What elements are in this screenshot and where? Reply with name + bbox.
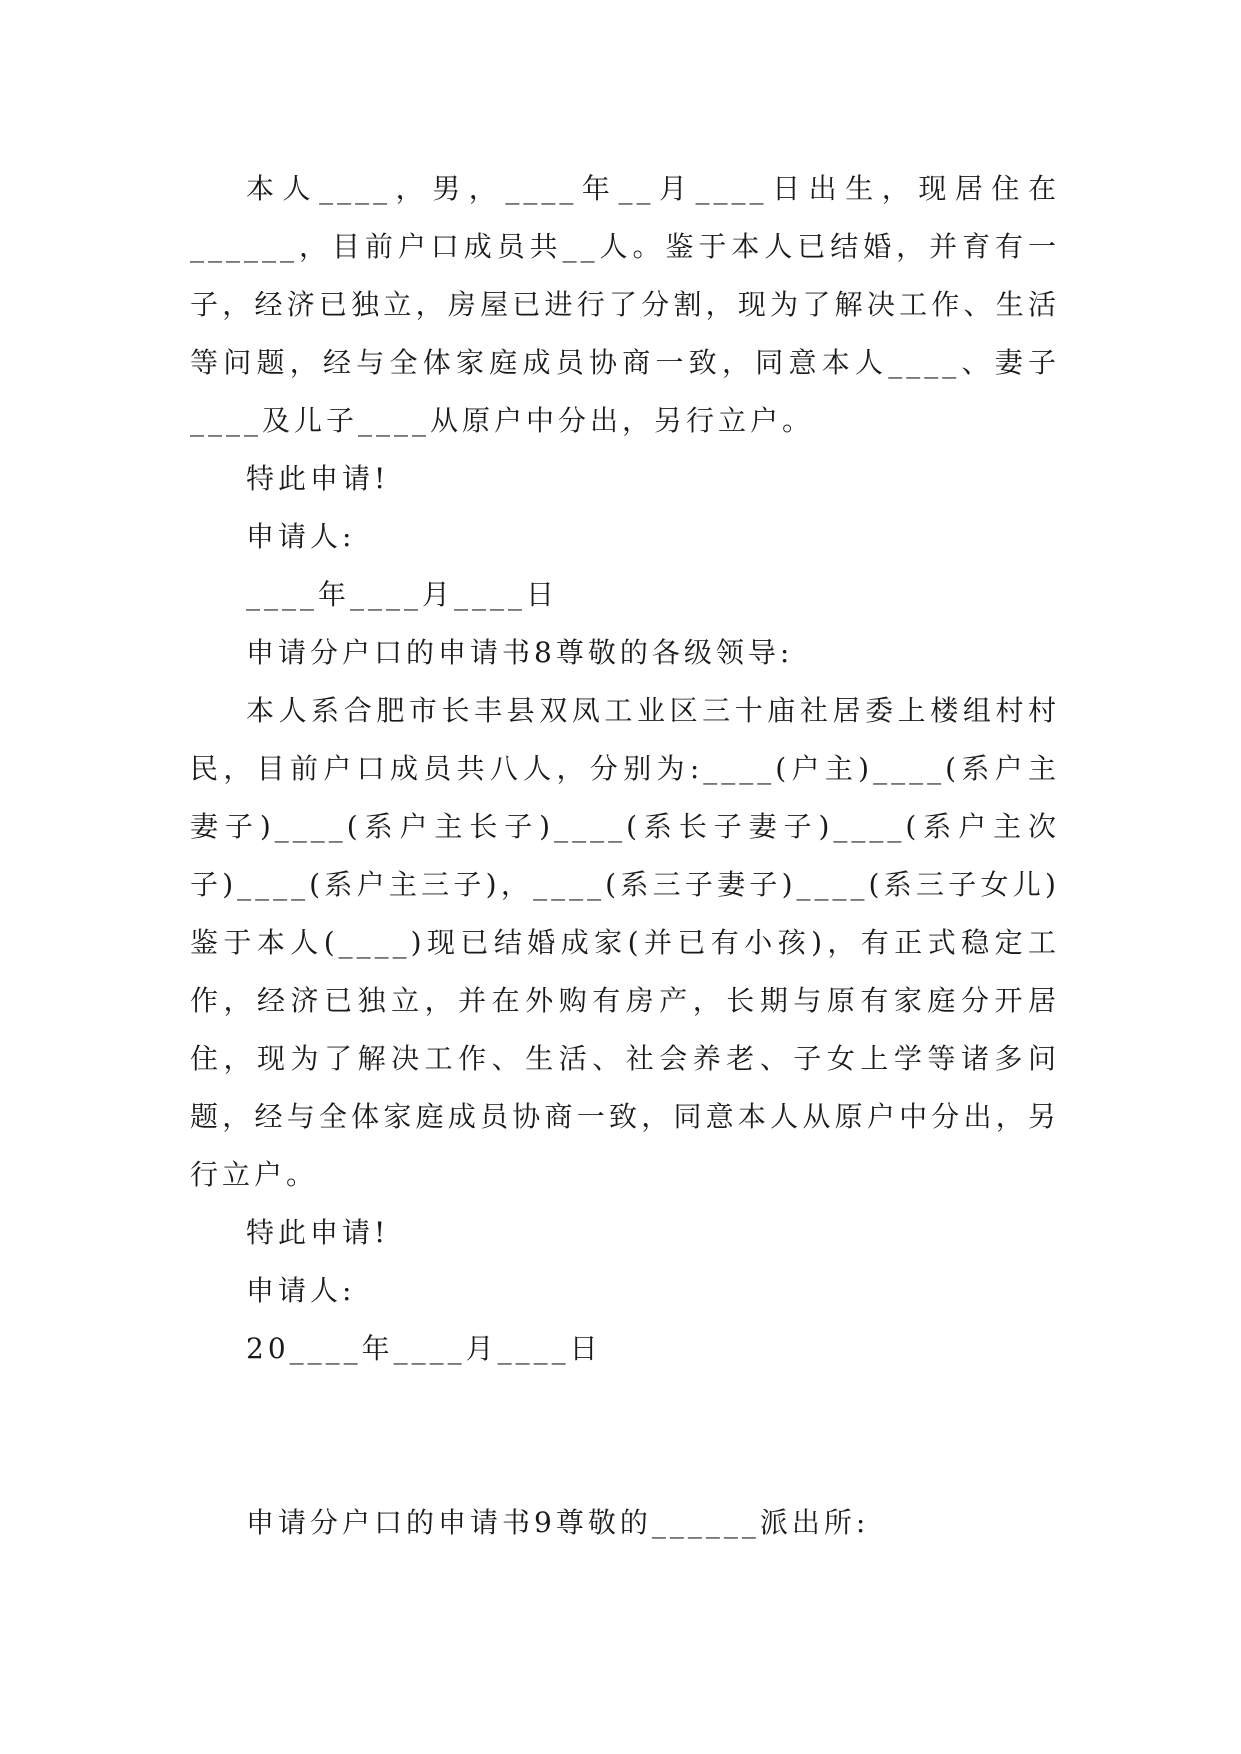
section2-date: 20____年____月____日 [246,1332,602,1365]
section3-heading: 申请分户口的申请书9尊敬的______派出所: [246,1506,870,1539]
section1-date: ____年____月____日 [246,578,559,611]
section-spacer [190,1378,1060,1494]
document-page [190,160,1060,1552]
section2-applicant: 申请人: [246,1274,356,1307]
section1-applicant: 申请人: [246,520,356,553]
section1-body: 本人____，男，____年__月____日出生，现居住在______，目前户口成员共__人。鉴于本人已结婚，并育有一子，经济已独立，房屋已进行了分割，现为了解决工作、生活等问题，经与全体家庭成员协商一致，同意本人____、妻子____及儿子____从原户中分出，另行立户。 [190,172,1060,437]
section2-closing: 特此申请! [246,1216,390,1249]
section2-body: 本人系合肥市长丰县双凤工业区三十庙社居委上楼组村村民，目前户口成员共八人，分别为:____(户主)____(系户主妻子)____(系户主长子)____(系长子妻子)____(系户主次子)____(系户主三子)，____(系三子妻子)____(系三子女儿)鉴于本人(____)现已结婚成家(并已有小孩)，有正式稳定工作，经济已独立，并在外购有房产，长期与原有家庭分开居住，现为了解决工作、生活、社会养老、子女上学等诸多问题，经与全体家庭成员协商一致，同意本人从原户中分出，另行立户。 [190,694,1060,1191]
section1-closing: 特此申请! [246,462,390,495]
section2-heading: 申请分户口的申请书8尊敬的各级领导: [246,636,794,669]
